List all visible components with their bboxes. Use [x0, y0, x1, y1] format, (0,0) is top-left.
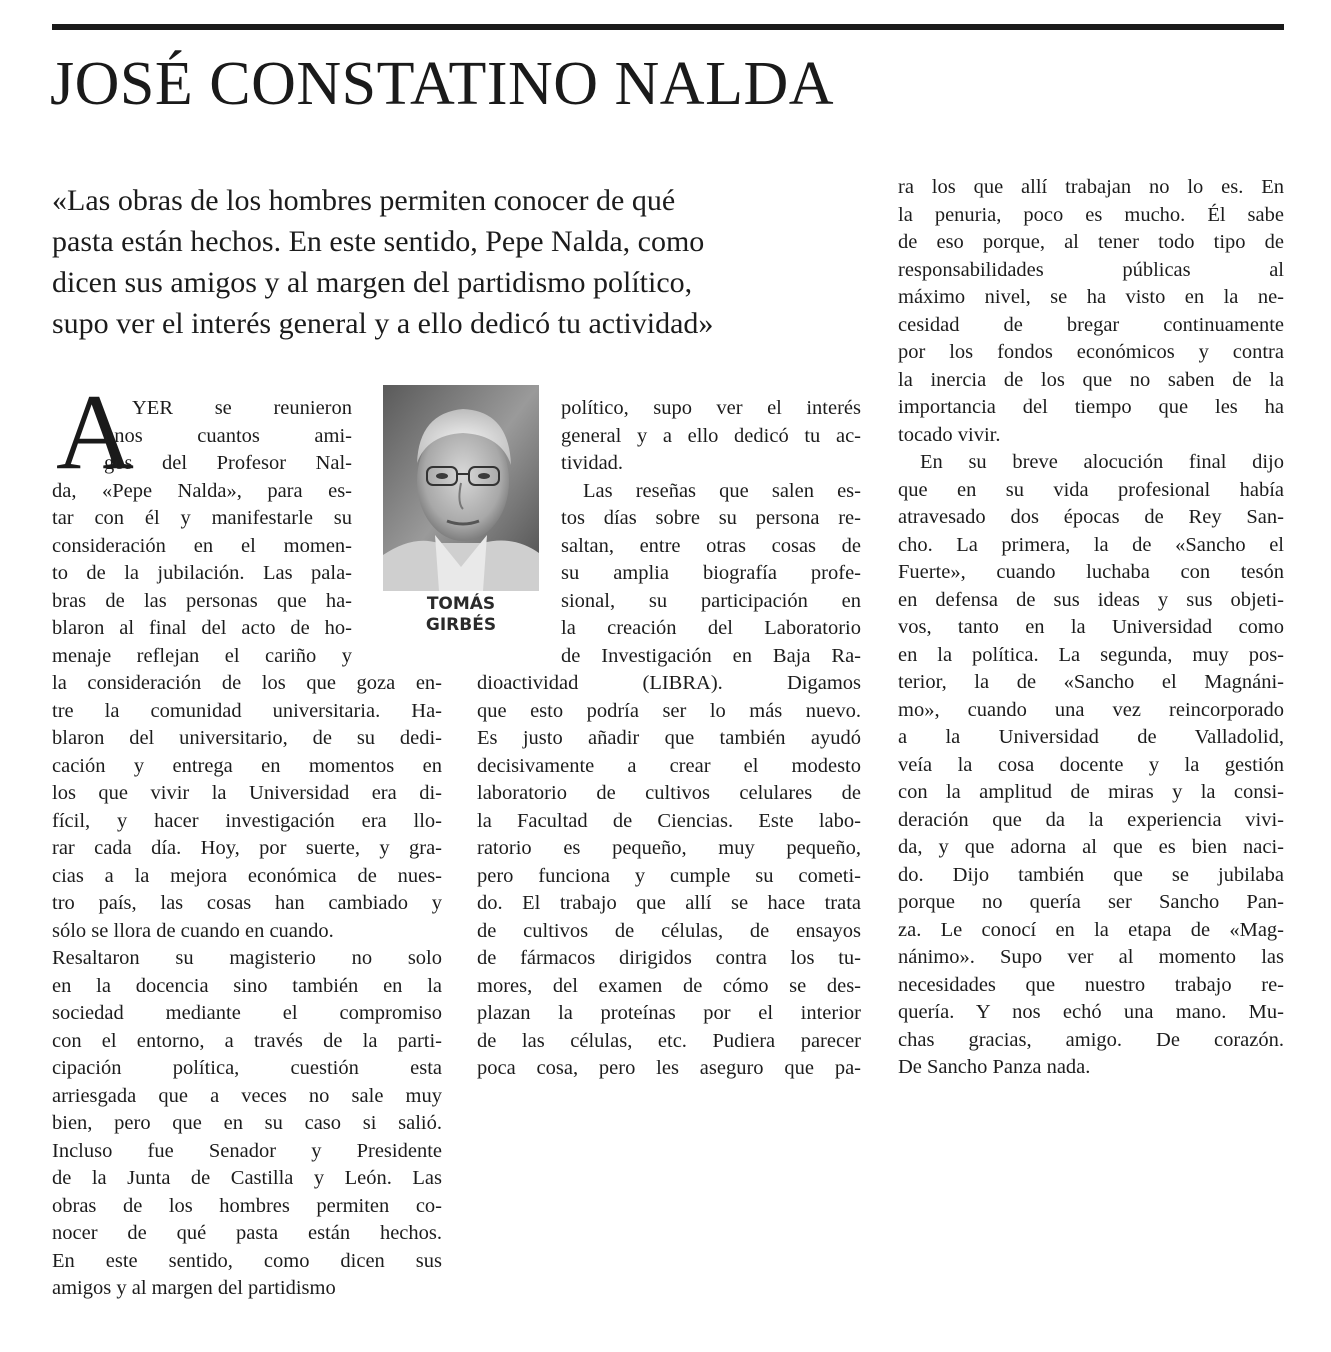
article-line: de fármacos dirigidos contra los tu- — [477, 947, 861, 969]
drop-cap: A — [56, 373, 134, 492]
article-line: general y a ello dedicó tu ac- — [561, 424, 861, 447]
article-line: Es justo añadir que también ayudó — [477, 727, 861, 749]
article-line: cación y entrega en momentos en — [52, 754, 442, 777]
article-line: sional, su participación en — [561, 589, 861, 612]
author-first-name: TOMÁS — [426, 594, 496, 614]
top-rule — [52, 24, 1284, 30]
article-line: De Sancho Panza nada. — [898, 1056, 1091, 1078]
article-line: porque no quería ser Sancho Pan- — [898, 891, 1284, 913]
article-line: mo», cuando una vez reincorporado — [898, 698, 1284, 721]
article-line: los que vivir la Universidad era di- — [52, 782, 442, 804]
article-line: sólo se llora de cuando en cuando. — [52, 919, 334, 942]
article-line: unos cuantos ami- — [104, 424, 352, 447]
article-line: consideración en el momen- — [52, 534, 352, 557]
article-line: con el entorno, a través de la parti- — [52, 1029, 442, 1052]
article-line: Incluso fue Senador y Presidente — [52, 1139, 442, 1162]
article-line: pero funciona y cumple su cometi- — [477, 864, 861, 887]
article-line: saltan, entre otras cosas de — [561, 534, 861, 557]
article-line: de Investigación en Baja Ra- — [561, 644, 861, 667]
article-line: blaron al final del acto de ho- — [52, 617, 352, 639]
article-line: tos días sobre su persona re- — [561, 507, 861, 529]
article-line: de las células, etc. Pudiera parecer — [477, 1029, 861, 1052]
article-line: bras de las personas que ha- — [52, 589, 352, 612]
article-line: la consideración de los que goza en- — [52, 672, 442, 694]
article-line: to de la jubilación. Las pala- — [52, 562, 352, 584]
article-line: la inercia de los que no saben de la — [898, 368, 1284, 391]
article-line: cias a la mejora económica de nues- — [52, 864, 442, 887]
article-line: necesidades que nuestro trabajo re- — [898, 973, 1284, 996]
article-line: tre la comunidad universitaria. Ha- — [52, 699, 442, 722]
article-line: fícil, y hacer investigación era llo- — [52, 809, 442, 832]
article-line: laboratorio de cultivos celulares de — [477, 782, 861, 804]
column-2 — [477, 395, 861, 1083]
pull-quote-line: supo ver el interés general y a ello dedicó tu actividad» — [52, 307, 714, 340]
article-line: tocado vivir. — [898, 423, 1001, 446]
article-line: que en su vida profesional había — [898, 478, 1284, 501]
article-line: tro país, las cosas han cambiado y — [52, 892, 442, 914]
article-line: dioactividad (LIBRA). Digamos — [477, 672, 861, 694]
article-line: blaron del universitario, de su dedi- — [52, 727, 442, 749]
column-3 — [898, 174, 1284, 1082]
article-line: da, y que adorna al que es bien naci- — [898, 836, 1284, 858]
article-line: Las reseñas que salen es- — [583, 479, 861, 502]
article-line: máximo nivel, se ha visto en la ne- — [898, 286, 1284, 308]
article-line: amigos y al margen del partidismo — [52, 1277, 336, 1299]
article-line: con la amplitud de miras y la consi- — [898, 781, 1284, 803]
article-line: do. El trabajo que allí se hace trata — [477, 892, 861, 914]
article-line: tar con él y manifestarle su — [52, 507, 352, 529]
article-line: Fuerte», cuando luchaba con tesón — [898, 561, 1284, 583]
article-line: la penuria, poco es mucho. Él sabe — [898, 203, 1284, 226]
article-line: responsabilidades públicas al — [898, 258, 1284, 281]
article-line: poca cosa, pero les aseguro que pa- — [477, 1057, 861, 1079]
article-line: bien, pero que en su caso si salió. — [52, 1112, 442, 1134]
article-line: la Facultad de Ciencias. Este labo- — [477, 809, 861, 832]
article-line: la creación del Laboratorio — [561, 617, 861, 639]
article-line: atravesado dos épocas de Rey San- — [898, 506, 1284, 528]
article-line: rar cada día. Hoy, por suerte, y gra- — [52, 837, 442, 859]
article-line: terior, la de «Sancho el Magnáni- — [898, 671, 1284, 693]
article-line: ratorio es pequeño, muy pequeño, — [477, 837, 861, 859]
pull-quote-line: «Las obras de los hombres permiten conocer de qué — [52, 184, 676, 217]
article-line: da, «Pepe Nalda», para es- — [52, 479, 352, 502]
article-line: veía la cosa docente y la gestión — [898, 753, 1284, 776]
article-line: a la Universidad de Valladolid, — [898, 726, 1284, 748]
article-line: nocer de qué pasta están hechos. — [52, 1222, 442, 1244]
article-line: su amplia biografía profe- — [561, 562, 861, 584]
pull-quote-line: pasta están hechos. En este sentido, Pepe Nalda, como — [52, 225, 705, 258]
pull-quote — [52, 180, 860, 344]
article-line: decisivamente a crear el modesto — [477, 754, 861, 777]
article-line: vos, tanto en la Universidad como — [898, 616, 1284, 638]
article-line: quería. Y nos echó una mano. Mu- — [898, 1001, 1284, 1023]
article-line: za. Le conocí en la etapa de «Mag- — [898, 918, 1284, 941]
pull-quote-line: dicen sus amigos y al margen del partidismo político, — [52, 266, 693, 299]
article-line: en defensa de sus ideas y sus objeti- — [898, 588, 1284, 611]
article-line: arriesgada que a veces no sale muy — [52, 1084, 442, 1107]
article-line: que esto podría ser lo más nuevo. — [477, 699, 861, 722]
article-line: YER se reunieron — [132, 397, 352, 419]
author-last-name: GIRBÉS — [425, 615, 497, 635]
article-line: nánimo». Supo ver al momento las — [898, 946, 1284, 968]
article-line: menaje reflejan el cariño y — [52, 644, 352, 667]
article-line: do. Dijo también que se jubilaba — [898, 863, 1284, 886]
article-line: tividad. — [561, 452, 624, 474]
article-line: En su breve alocución final dijo — [920, 451, 1284, 473]
article-line: por los fondos económicos y contra — [898, 341, 1284, 363]
article-line: obras de los hombres permiten co- — [52, 1194, 442, 1217]
article-line: cesidad de bregar continuamente — [898, 313, 1284, 336]
article-line: deración que da la experiencia vivi- — [898, 808, 1284, 831]
article-line: En este sentido, como dicen sus — [52, 1249, 442, 1272]
article-line: sociedad mediante el compromiso — [52, 1002, 442, 1024]
article-line: de la Junta de Castilla y León. Las — [52, 1167, 442, 1189]
article-line: cipación política, cuestión esta — [52, 1057, 442, 1079]
article-line: de eso porque, al tener todo tipo de — [898, 231, 1284, 253]
article-line: ra los que allí trabajan no lo es. En — [898, 176, 1284, 198]
article-line: en la política. La segunda, muy pos- — [898, 643, 1284, 666]
headline: JOSÉ CONSTATINO NALDA — [50, 50, 834, 118]
article-line: mores, del examen de cómo se des- — [477, 974, 861, 997]
article-line: plazan la proteínas por el interior — [477, 1002, 861, 1024]
article-line: chas gracias, amigo. De corazón. — [898, 1028, 1284, 1051]
article-line: de cultivos de células, de ensayos — [477, 919, 861, 942]
article-line: gos del Profesor Nal- — [104, 452, 352, 474]
article-line: Resaltaron su magisterio no solo — [52, 947, 442, 969]
article-line: en la docencia sino también en la — [52, 974, 442, 997]
article-line: político, supo ver el interés — [561, 397, 861, 419]
article-line: importancia del tiempo que les ha — [898, 396, 1284, 418]
article-line: cho. La primera, la de «Sancho el — [898, 533, 1284, 556]
